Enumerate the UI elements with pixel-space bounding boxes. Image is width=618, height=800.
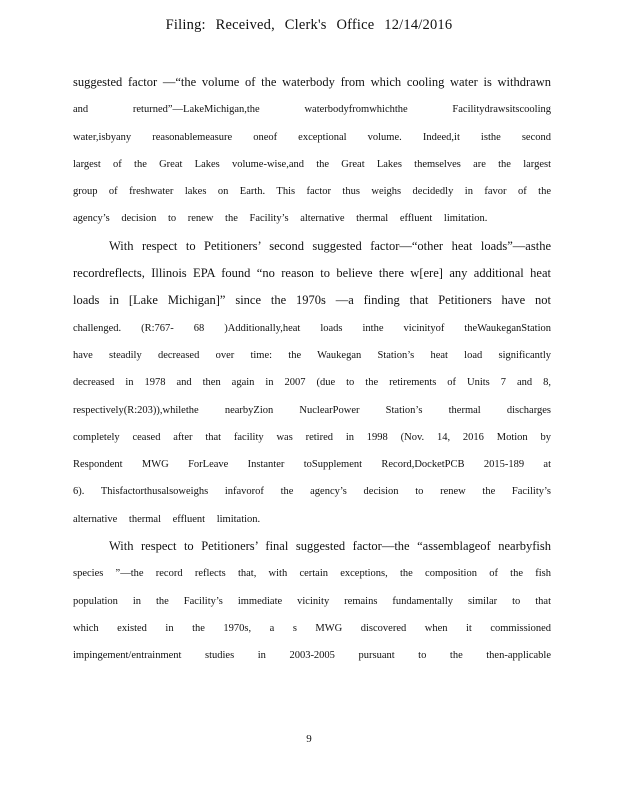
text-line: species ”—the record reflects that, with certain exceptions, the composition of the fish: [73, 568, 551, 580]
text-line: With respect to Petitioners’ second suggested factor—“other heat loads”—asthe: [109, 238, 551, 253]
text-line: impingement/entrainment studies in 2003-2005 pursuant to the then-applicable: [73, 650, 551, 662]
text-line: alternative thermal effluent limitation.: [73, 513, 261, 525]
text-line: have steadily decreased over time: the Waukegan Station’s heat load significantly: [73, 349, 551, 361]
text-line: With respect to Petitioners’ final suggested factor—the “assemblageof nearbyfish: [109, 539, 551, 554]
text-line: and returned”—LakeMichigan,the waterbodyfromwhichthe Facilitydrawsitscooling: [73, 104, 551, 116]
text-line: group of freshwater lakes on Earth. This factor thus weighs decidedly in favor of the: [73, 186, 551, 198]
text-line: Respondent MWG ForLeave Instanter toSupplement Record,DocketPCB 2015-189 at: [73, 459, 551, 471]
text-line: population in the Facility’s immediate vicinity remains fundamentally similar to that: [73, 595, 551, 607]
text-line: water,isbyany reasonablemeasure oneof exceptional volume. Indeed,it isthe second: [73, 131, 551, 143]
text-line: suggested factor —“the volume of the waterbody from which cooling water is withdrawn: [73, 75, 551, 89]
text-line: loads in [Lake Michigan]” since the 1970s —a finding that Petitioners have not: [73, 293, 551, 308]
text-line: challenged. (R:767- 68 )Additionally,heat loads inthe vicinityof theWaukeganStation: [73, 322, 551, 334]
filing-header: Filing: Received, Clerk's Office 12/14/2016: [165, 17, 453, 33]
text-line: largest of the Great Lakes volume-wise,and the Great Lakes themselves are the largest: [73, 158, 551, 170]
text-line: respectively(R:203)),whilethe nearbyZion NuclearPower Station’s thermal discharges: [73, 404, 551, 416]
text-line: 6). Thisfactorthusalsoweighs infavorof the agency’s decision to renew the Facility’s: [73, 486, 551, 498]
text-line: recordreflects, Illinois EPA found “no reason to believe there w[ere] any additional heat: [73, 266, 551, 281]
text-line: completely ceased after that facility was retired in 1998 (Nov. 14, 2016 Motion by: [73, 431, 551, 443]
text-line: which existed in the 1970s, a s MWG discovered when it commissioned: [73, 622, 551, 634]
page-number: 9: [306, 733, 312, 745]
document-body: [73, 69, 551, 670]
text-line: decreased in 1978 and then again in 2007 (due to the retirements of Units 7 and 8,: [73, 377, 551, 389]
text-line: agency’s decision to renew the Facility’s alternative thermal effluent limitation.: [73, 213, 488, 225]
